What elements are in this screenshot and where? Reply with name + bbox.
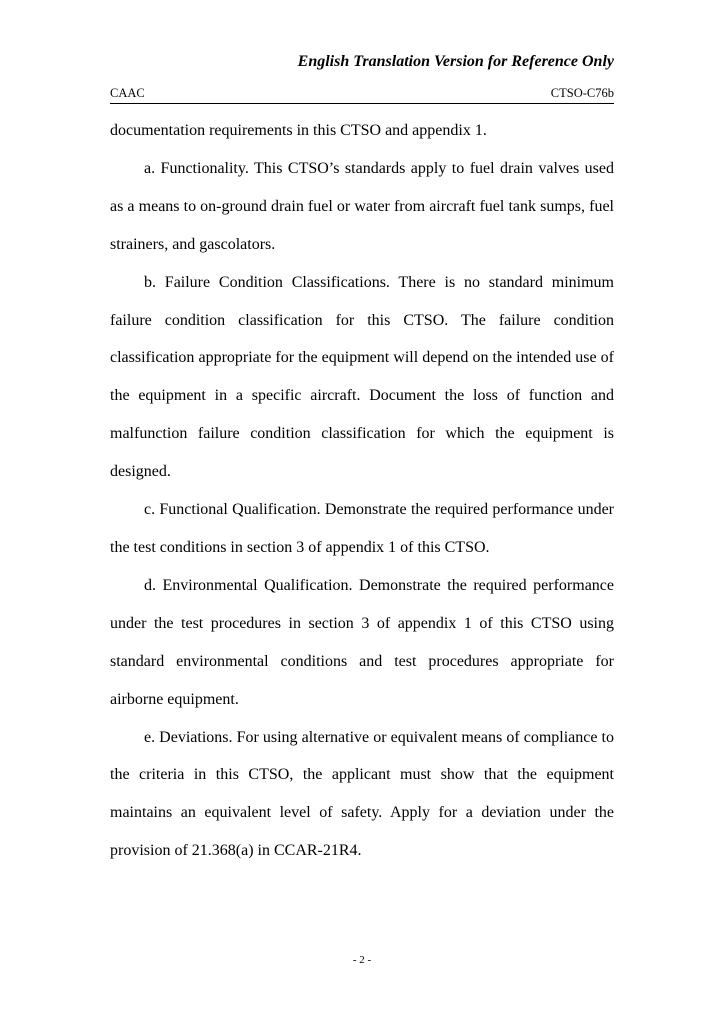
paragraph-environmental-qualification: d. Environmental Qualification. Demonstrate the required performance under the test procedures in section 3 of appendix 1 of this CTSO using standard environmental conditions and test procedures appropriate for airborne equipment.	[110, 576, 614, 708]
page-number: - 2 -	[352, 954, 372, 966]
paragraph-failure-condition: b. Failure Condition Classifications. There is no standard minimum failure condition classification for this CTSO. The failure condition classification appropriate for the equipment will depend on the intended use of the equipment in a specific aircraft. Document the loss of function and malfunction failure condition classification for which the equipment is designed.	[110, 273, 614, 481]
paragraph-continuation: documentation requirements in this CTSO and appendix 1.	[110, 122, 487, 139]
document-body	[110, 112, 614, 870]
paragraph-functional-qualification: c. Functional Qualification. Demonstrate the required performance under the test conditions in section 3 of appendix 1 of this CTSO.	[110, 501, 614, 556]
header-document-id: CTSO-C76b	[550, 86, 614, 100]
paragraph-deviations: e. Deviations. For using alternative or equivalent means of compliance to the criteria in this CTSO, the applicant must show that the equipment maintains an equivalent level of safety. Apply for a deviation under the provision of 21.368(a) in CCAR-21R4.	[110, 728, 614, 860]
translation-banner: English Translation Version for Reference Only	[297, 53, 614, 70]
running-header	[110, 85, 614, 104]
header-organization: CAAC	[110, 86, 145, 100]
paragraph-functionality: a. Functionality. This CTSO’s standards apply to fuel drain valves used as a means to on-ground drain fuel or water from aircraft fuel tank sumps, fuel strainers, and gascolators.	[110, 159, 614, 253]
